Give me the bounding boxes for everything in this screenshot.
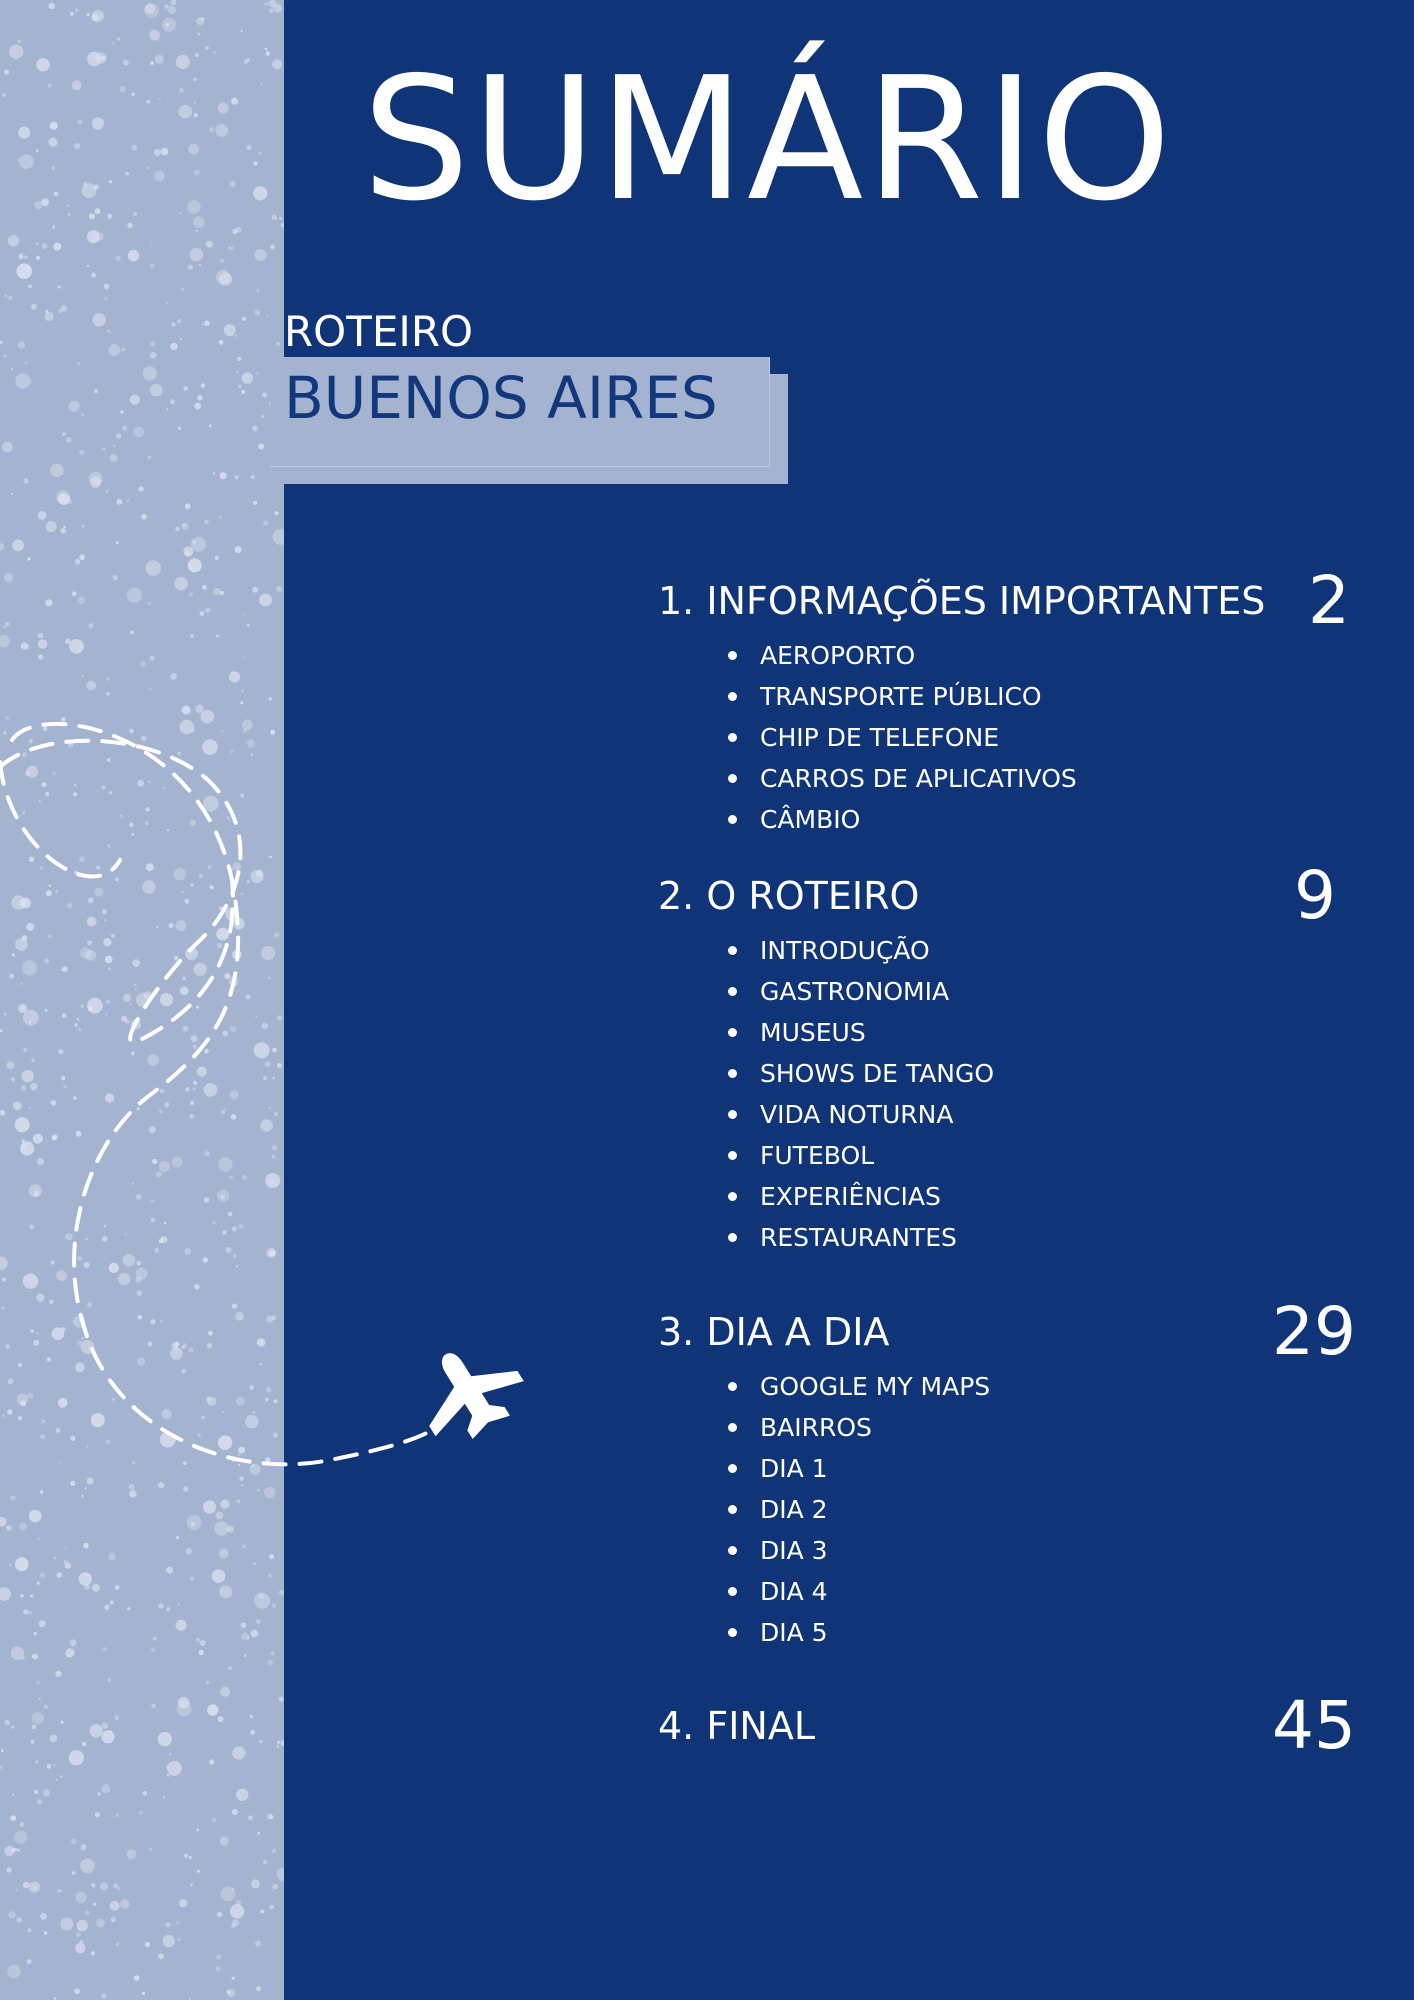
speckle-dot	[96, 1918, 105, 1927]
toc-page-number: 29	[1272, 1293, 1356, 1370]
page-title: SUMÁRIO	[362, 41, 1174, 239]
toc-section-3	[658, 1293, 1358, 1653]
speckle-dot	[279, 1590, 284, 1595]
speckle-dot	[250, 1715, 253, 1718]
toc-item[interactable]: SHOWS DE TANGO	[658, 1053, 1358, 1094]
speckle-dot	[20, 1594, 24, 1598]
speckle-dot	[1, 1749, 4, 1752]
speckle-dot	[207, 1704, 218, 1715]
speckle-dot	[31, 1740, 35, 1744]
dashed-loop-large	[12, 724, 440, 1464]
toc-section-2	[658, 857, 1358, 1258]
speckle-dot	[75, 1892, 86, 1903]
toc-item[interactable]: DIA 2	[658, 1489, 1358, 1530]
speckle-dot	[14, 1831, 27, 1844]
speckle-dot	[23, 1609, 28, 1614]
speckle-dot	[269, 1905, 274, 1910]
speckle-dot	[81, 1844, 87, 1850]
toc-item-list	[658, 930, 1358, 1258]
toc-section-title[interactable]: 2. O ROTEIRO	[658, 874, 920, 918]
speckle-dot	[248, 1815, 253, 1820]
toc-item[interactable]: CÂMBIO	[658, 799, 1358, 840]
speckle-dot	[110, 1600, 114, 1604]
toc-section-4	[658, 1687, 1358, 1764]
speckle-dot	[17, 1917, 22, 1922]
speckle-dot	[200, 1640, 206, 1646]
speckle-dot	[258, 1593, 264, 1599]
toc-section-title[interactable]: 4. FINAL	[658, 1704, 815, 1748]
toc-item[interactable]: INTRODUÇÃO	[658, 930, 1358, 971]
speckle-dot	[0, 1587, 11, 1601]
speckle-dot	[251, 1879, 260, 1888]
speckle-dot	[93, 1903, 96, 1906]
speckle-dot	[115, 1585, 120, 1590]
speckle-dot	[103, 1647, 107, 1651]
speckle-dot	[271, 1651, 275, 1655]
speckle-dot	[7, 1965, 20, 1978]
speckle-dot	[256, 1986, 261, 1991]
speckle-dot	[127, 1607, 130, 1610]
speckle-dot	[166, 1567, 173, 1574]
speckle-dot	[9, 1564, 12, 1567]
speckle-dot	[236, 1789, 248, 1801]
speckle-dot	[212, 1818, 216, 1822]
toc-item[interactable]: GASTRONOMIA	[658, 971, 1358, 1012]
speckle-dot	[221, 1887, 236, 1902]
toc-section-title[interactable]: 3. DIA A DIA	[658, 1310, 890, 1354]
speckle-dot	[272, 1849, 276, 1853]
speckle-dot	[250, 1730, 255, 1735]
toc-item[interactable]: VIDA NOTURNA	[658, 1094, 1358, 1135]
speckle-dot	[28, 1611, 32, 1615]
speckle-dot	[54, 1997, 57, 2000]
speckle-dot	[232, 1809, 238, 1815]
speckle-dot	[126, 1849, 136, 1859]
speckle-dot	[153, 1637, 157, 1641]
speckle-dot	[60, 1721, 63, 1724]
speckle-dot	[79, 1572, 92, 1585]
speckle-dot	[10, 1815, 16, 1821]
speckle-dot	[167, 1761, 182, 1776]
speckle-dot	[67, 1655, 70, 1658]
speckle-dot	[100, 1882, 108, 1890]
speckle-dot	[218, 1716, 224, 1722]
speckle-dot	[251, 1630, 259, 1638]
speckle-dot	[39, 1620, 46, 1627]
speckle-dot	[32, 1712, 44, 1724]
speckle-dot	[57, 1572, 62, 1577]
toc-item[interactable]: BAIRROS	[658, 1407, 1358, 1448]
speckle-dot	[50, 1735, 58, 1743]
speckle-dot	[166, 1607, 170, 1611]
toc-item[interactable]: EXPERIÊNCIAS	[658, 1176, 1358, 1217]
speckle-dot	[15, 1889, 17, 1891]
toc-page-number: 2	[1308, 562, 1350, 639]
speckle-dot	[35, 1761, 38, 1764]
speckle-dot	[230, 1904, 244, 1918]
toc-item-list	[658, 1366, 1358, 1653]
toc-item[interactable]: DIA 4	[658, 1571, 1358, 1612]
speckle-dot	[101, 1730, 114, 1743]
speckle-dot	[256, 1619, 261, 1624]
speckle-dot	[44, 1931, 48, 1935]
speckle-dot	[216, 1955, 221, 1960]
speckle-dot	[167, 1774, 170, 1777]
speckle-dot	[176, 1922, 179, 1925]
speckle-dot	[32, 1655, 34, 1657]
toc-item[interactable]: MUSEUS	[658, 1012, 1358, 1053]
speckle-dot	[116, 1943, 119, 1946]
guide-label-small: ROTEIRO	[284, 307, 474, 356]
speckle-dot	[232, 1746, 245, 1759]
speckle-dot	[83, 1543, 89, 1549]
speckle-dot	[151, 1648, 155, 1652]
speckle-dot	[19, 1523, 27, 1531]
speckle-dot	[92, 1584, 100, 1592]
speckle-dot	[163, 1935, 175, 1947]
speckle-dot	[60, 1775, 62, 1777]
toc-item[interactable]: DIA 5	[658, 1612, 1358, 1653]
speckle-dot	[270, 1815, 273, 1818]
speckle-dot	[260, 1910, 264, 1914]
speckle-dot	[37, 1799, 42, 1804]
speckle-dot	[0, 1766, 2, 1769]
speckle-dot	[158, 1603, 163, 1608]
speckle-dot	[178, 1603, 180, 1605]
speckle-dot	[60, 1918, 73, 1931]
speckle-dot	[212, 1569, 226, 1583]
speckle-dot	[23, 1882, 30, 1889]
speckle-dot	[227, 1989, 235, 1997]
speckle-dot	[257, 1832, 260, 1835]
speckle-dot	[277, 1741, 280, 1744]
speckle-dot	[196, 1828, 199, 1831]
toc-item[interactable]: DIA 1	[658, 1448, 1358, 1489]
speckle-dot	[91, 1951, 95, 1955]
speckle-dot	[142, 1992, 145, 1995]
speckle-dot	[280, 1740, 284, 1746]
speckle-dot	[44, 1705, 48, 1709]
speckle-dot	[72, 1871, 76, 1875]
speckle-dot	[43, 1789, 50, 1796]
speckle-dot	[101, 1993, 106, 1998]
speckle-dot	[110, 1901, 120, 1911]
speckle-dot	[163, 1796, 166, 1799]
toc-item[interactable]: FUTEBOL	[658, 1135, 1358, 1176]
speckle-dot	[108, 1553, 116, 1561]
dashed-loop-medium	[0, 741, 240, 1042]
speckle-dot	[199, 1650, 204, 1655]
toc-item[interactable]: GOOGLE MY MAPS	[658, 1366, 1358, 1407]
speckle-dot	[4, 1720, 10, 1726]
speckle-dot	[220, 1687, 230, 1697]
speckle-dot	[108, 1678, 111, 1681]
speckle-dot	[150, 1848, 152, 1850]
speckle-dot	[71, 1839, 76, 1844]
speckle-dot	[232, 1977, 236, 1981]
speckle-dot	[169, 1753, 171, 1755]
speckle-dot	[95, 1812, 100, 1817]
speckle-dot	[206, 1681, 209, 1684]
speckle-dot	[243, 1654, 246, 1657]
toc-section-1	[658, 562, 1358, 840]
speckle-dot	[6, 1525, 12, 1531]
toc-section-title[interactable]: 1. INFORMAÇÕES IMPORTANTES	[658, 579, 1266, 623]
speckle-dot	[6, 1867, 11, 1872]
speckle-dot	[135, 1976, 138, 1979]
speckle-dot	[276, 1745, 279, 1748]
speckle-dot	[53, 1764, 55, 1766]
speckle-dot	[56, 1779, 58, 1781]
speckle-dot	[176, 1620, 187, 1631]
speckle-dot	[145, 1942, 150, 1947]
speckle-dot	[70, 1639, 77, 1646]
speckle-dot	[116, 1814, 119, 1817]
speckle-dot	[39, 1698, 41, 1700]
speckle-dot	[268, 1574, 272, 1578]
speckle-dot	[91, 1883, 95, 1887]
speckle-dot	[34, 1790, 38, 1794]
speckle-dot	[219, 1549, 229, 1559]
speckle-dot	[177, 1938, 180, 1941]
speckle-dot	[151, 1704, 155, 1708]
speckle-dot	[143, 1791, 148, 1796]
speckle-dot	[236, 1900, 242, 1906]
speckle-dot	[77, 1920, 88, 1931]
speckle-dot	[114, 1715, 119, 1720]
speckle-dot	[40, 1913, 47, 1920]
speckle-dot	[65, 1547, 67, 1549]
speckle-dot	[104, 1605, 109, 1610]
toc-item-list	[658, 635, 1358, 840]
speckle-dot	[254, 1563, 256, 1565]
speckle-dot	[69, 1750, 84, 1765]
speckle-dot	[259, 1740, 263, 1744]
speckle-dot	[263, 1860, 267, 1864]
speckle-dot	[241, 1622, 247, 1628]
speckle-dot	[11, 1647, 24, 1660]
speckle-dot	[241, 1632, 249, 1640]
speckle-dot	[179, 1899, 187, 1907]
speckle-dot	[190, 1577, 194, 1581]
speckle-dot	[272, 1884, 278, 1890]
dashed-loop-small	[0, 762, 120, 876]
speckle-dot	[279, 1697, 284, 1702]
toc-item[interactable]: RESTAURANTES	[658, 1217, 1358, 1258]
speckle-dot	[242, 1544, 246, 1548]
toc-item[interactable]: CARROS DE APLICATIVOS	[658, 758, 1358, 799]
speckle-dot	[186, 1548, 192, 1554]
speckle-dot	[111, 1917, 116, 1922]
toc-item[interactable]: TRANSPORTE PÚBLICO	[658, 676, 1358, 717]
speckle-dot	[227, 1526, 234, 1533]
speckle-dot	[11, 1725, 14, 1728]
speckle-dot	[19, 1822, 24, 1827]
guide-label-city: BUENOS AIRES	[284, 364, 718, 432]
speckle-dot	[15, 1557, 29, 1571]
speckle-dot	[190, 1522, 195, 1527]
speckle-dot	[37, 1582, 40, 1585]
speckle-dot	[27, 1928, 31, 1932]
speckle-dot	[120, 1899, 129, 1908]
speckle-dot	[26, 1959, 31, 1964]
speckle-dot	[37, 1681, 40, 1684]
speckle-dot	[38, 1538, 40, 1540]
speckle-dot	[55, 1671, 61, 1677]
speckle-dot	[219, 1585, 232, 1598]
speckle-dot	[197, 1870, 200, 1873]
speckle-dot	[228, 1666, 232, 1670]
speckle-dot	[29, 1882, 40, 1893]
speckle-dot	[32, 1725, 37, 1730]
speckle-dot	[75, 1943, 85, 1953]
speckle-dot	[40, 1572, 45, 1577]
speckle-dot	[209, 1759, 214, 1764]
speckle-dot	[82, 1742, 86, 1746]
speckle-dot	[11, 1848, 15, 1852]
speckle-dot	[158, 1953, 164, 1959]
toc-page-number: 9	[1294, 857, 1336, 934]
speckle-dot	[272, 1604, 276, 1608]
speckle-dot	[76, 1932, 81, 1937]
speckle-dot	[17, 1849, 20, 1852]
speckle-dot	[85, 1911, 90, 1916]
speckle-dot	[158, 1732, 172, 1746]
speckle-dot	[53, 1557, 56, 1560]
speckle-dot	[255, 1941, 261, 1947]
speckle-dot	[184, 1854, 188, 1858]
speckle-dot	[89, 1724, 102, 1737]
speckle-dot	[98, 1792, 101, 1795]
toc-page-number: 45	[1272, 1687, 1356, 1764]
speckle-dot	[30, 1595, 33, 1598]
speckle-dot	[220, 1837, 229, 1846]
toc-item[interactable]: CHIP DE TELEFONE	[658, 717, 1358, 758]
speckle-dot	[177, 1702, 192, 1717]
speckle-dot	[232, 1919, 239, 1926]
speckle-dot	[268, 1660, 273, 1665]
speckle-dot	[217, 1912, 222, 1917]
speckle-dot	[12, 1794, 14, 1796]
speckle-dot	[277, 1867, 284, 1881]
toc-item[interactable]: DIA 3	[658, 1530, 1358, 1571]
speckle-dot	[269, 1554, 274, 1559]
speckle-dot	[196, 1638, 201, 1643]
speckle-dot	[113, 1883, 118, 1888]
speckle-dot	[47, 1764, 52, 1769]
speckle-dot	[189, 1856, 193, 1860]
speckle-dot	[190, 1883, 193, 1886]
toc-item[interactable]: AEROPORTO	[658, 635, 1358, 676]
speckle-dot	[139, 1811, 143, 1815]
speckle-dot	[80, 1859, 95, 1874]
speckle-dot	[102, 1722, 109, 1729]
speckle-dot	[8, 1911, 15, 1918]
speckle-dot	[64, 1560, 68, 1564]
speckle-dot	[214, 1521, 228, 1535]
speckle-dot	[34, 1632, 37, 1635]
speckle-dot	[176, 1536, 180, 1540]
speckle-dot	[166, 1922, 171, 1927]
speckle-dot	[74, 1988, 80, 1994]
speckle-dot	[101, 1784, 110, 1793]
speckle-dot	[57, 1889, 61, 1893]
speckle-dot	[216, 1966, 221, 1971]
